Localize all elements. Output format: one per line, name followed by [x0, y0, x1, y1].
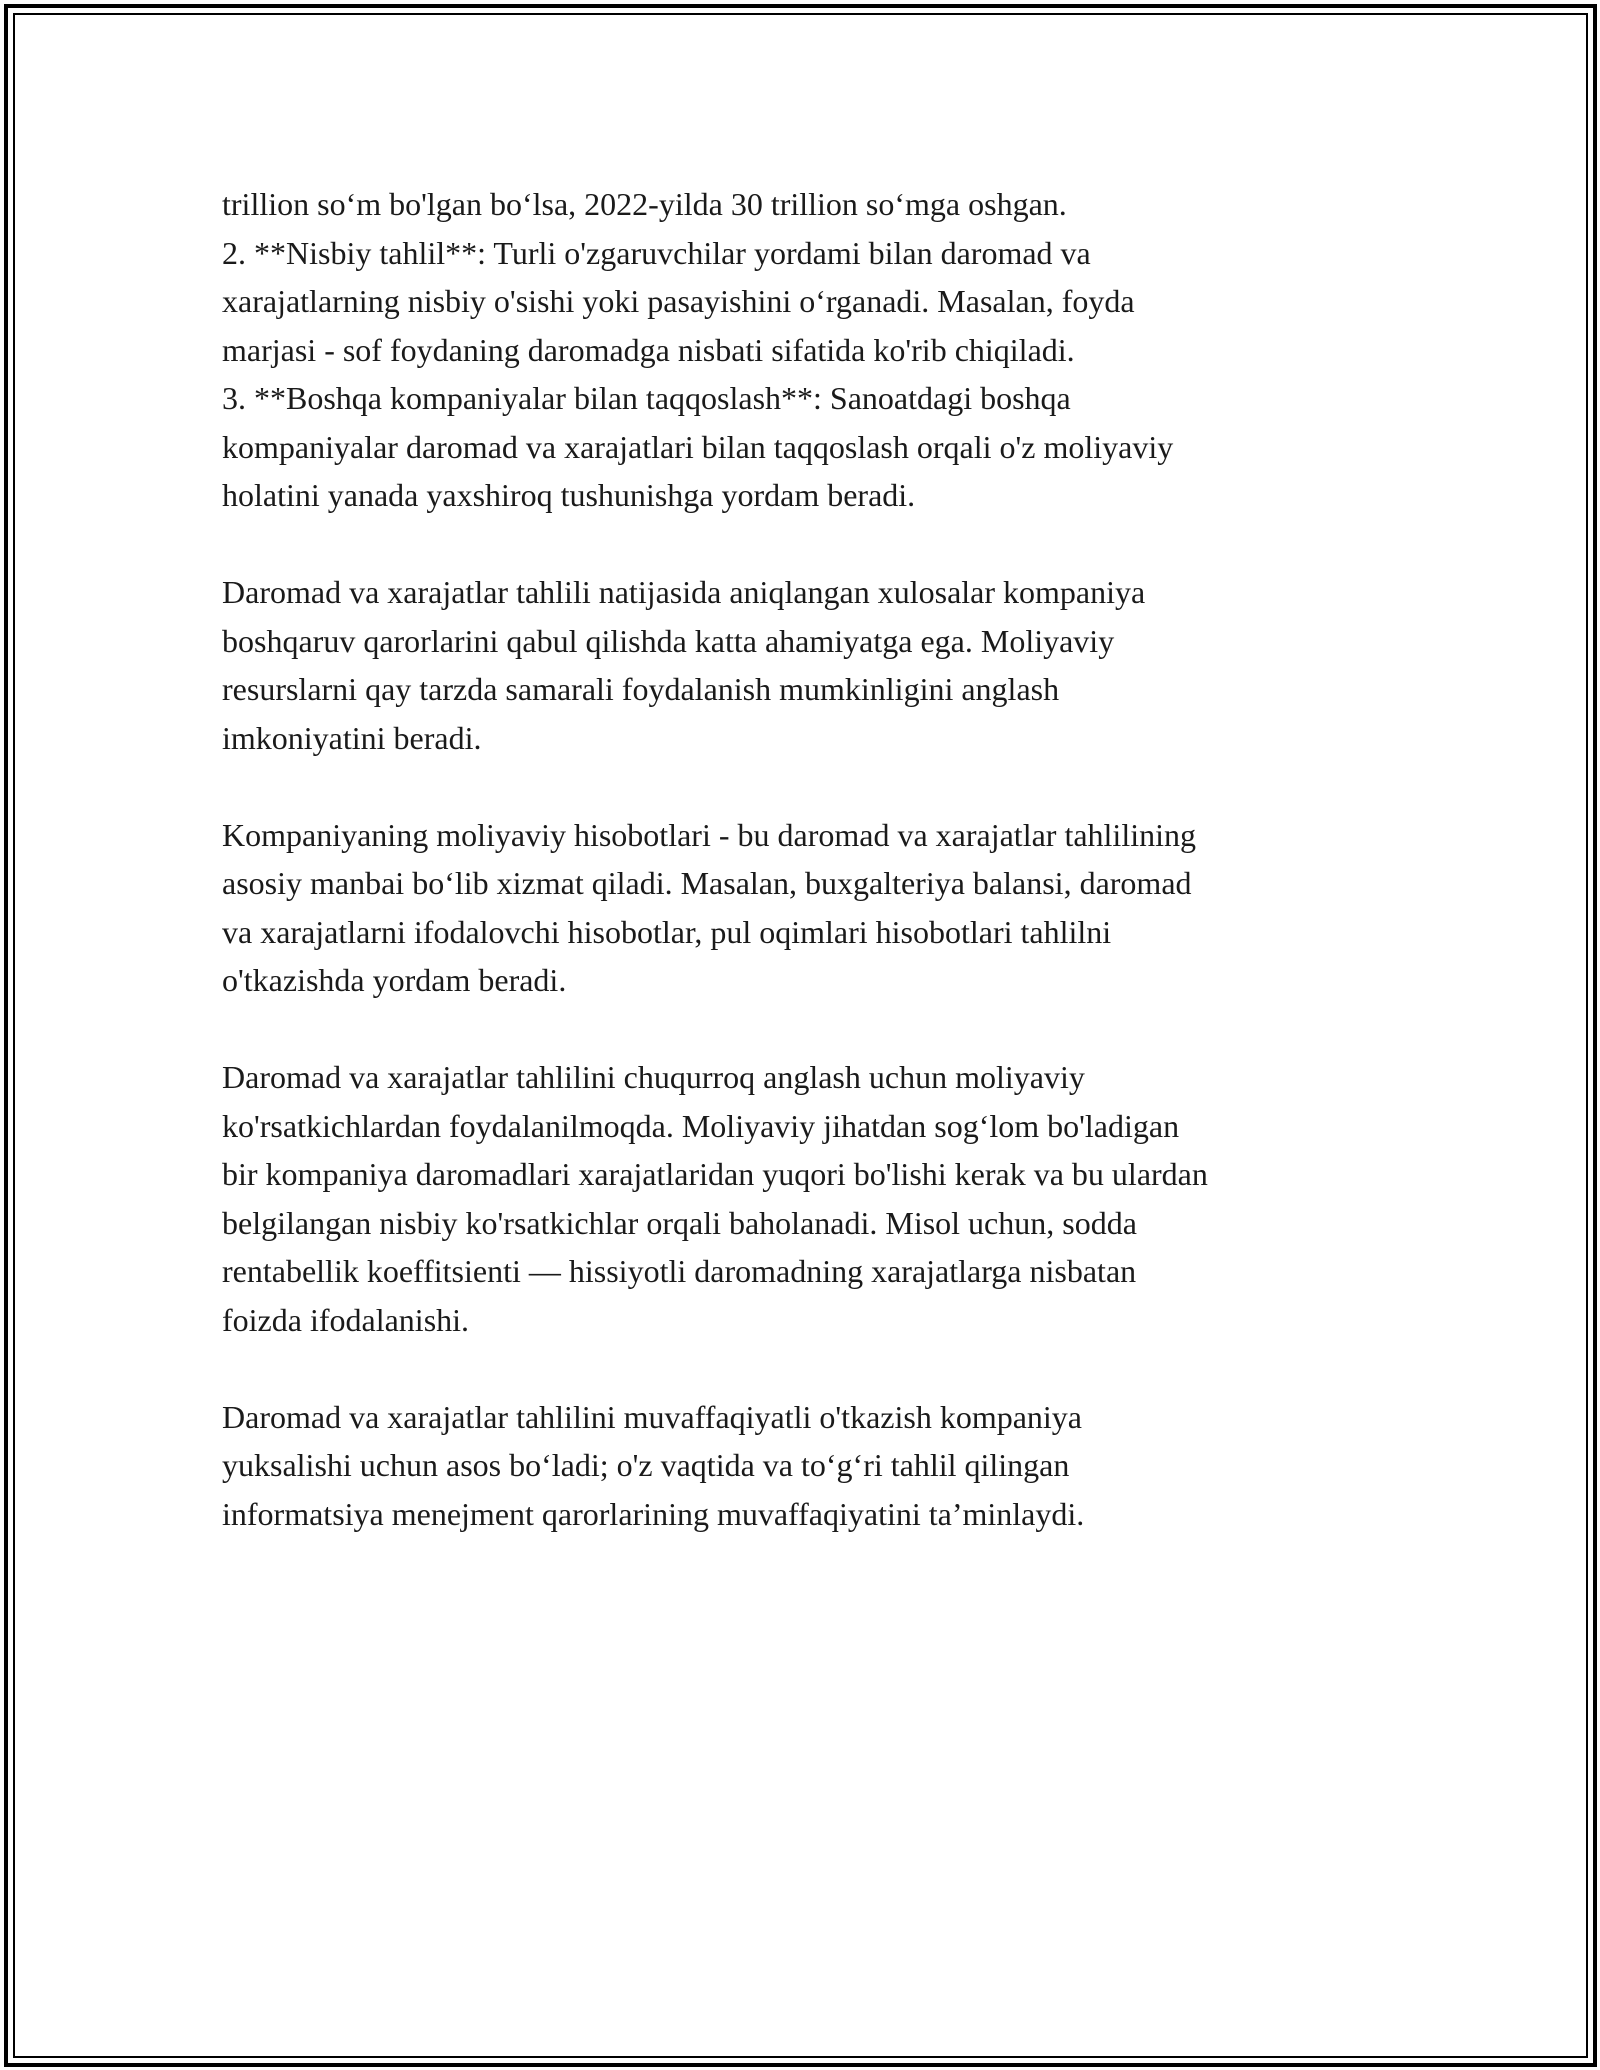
text-line: o'tkazishda yordam beradi.	[222, 962, 567, 998]
text-line: boshqaruv qarorlarini qabul qilishda katta ahamiyatga ega. Moliyaviy	[222, 622, 1115, 659]
paragraph-4	[222, 1053, 1372, 1344]
paragraph-1	[222, 180, 1372, 520]
text-line: va xarajatlarni ifodalovchi hisobotlar, pul oqimlari hisobotlari tahlilni	[222, 913, 1112, 950]
paragraph-gap	[222, 762, 1372, 811]
paragraph-gap	[222, 520, 1372, 569]
text-line: Kompaniyaning moliyaviy hisobotlari - bu daromad va xarajatlar tahlilining	[222, 816, 1196, 853]
text-line: 2. **Nisbiy tahlil**: Turli o'zgaruvchilar yordami bilan daromad va	[222, 234, 1091, 271]
text-line: yuksalishi uchun asos bo‘ladi; o'z vaqtida va to‘g‘ri tahlil qilingan	[222, 1447, 1070, 1483]
paragraph-3	[222, 811, 1372, 1005]
paragraph-gap	[222, 1344, 1372, 1393]
document-body	[222, 180, 1372, 1538]
text-line: asosiy manbai bo‘lib xizmat qiladi. Masalan, buxgalteriya balansi, daromad	[222, 865, 1192, 901]
text-line: trillion so‘m bo'lgan bo‘lsa, 2022-yilda 30 trillion so‘mga oshgan.	[222, 186, 1067, 222]
paragraph-gap	[222, 1005, 1372, 1054]
paragraph-5	[222, 1393, 1372, 1539]
text-line: Daromad va xarajatlar tahlilini muvaffaqiyatli o'tkazish kompaniya	[222, 1398, 1082, 1435]
text-line: xarajatlarning nisbiy o'sishi yoki pasayishini o‘rganadi. Masalan, foyda	[222, 283, 1135, 319]
text-line: Daromad va xarajatlar tahlilini chuqurroq anglash uchun moliyaviy	[222, 1059, 1085, 1095]
text-line: holatini yanada yaxshiroq tushunishga yordam beradi.	[222, 477, 916, 513]
text-line: marjasi - sof foydaning daromadga nisbati sifatida ko'rib chiqiladi.	[222, 331, 1075, 368]
text-line: Daromad va xarajatlar tahlili natijasida aniqlangan xulosalar kompaniya	[222, 574, 1146, 610]
text-line: bir kompaniya daromadlari xarajatlaridan yuqori bo'lishi kerak va bu ulardan	[222, 1156, 1208, 1192]
text-line: rentabellik koeffitsienti — hissiyotli daromadning xarajatlarga nisbatan	[222, 1253, 1137, 1289]
text-line: foizda ifodalanishi.	[222, 1301, 470, 1338]
text-line: kompaniyalar daromad va xarajatlari bilan taqqoslash orqali o'z moliyaviy	[222, 428, 1174, 465]
text-line: imkoniyatini beradi.	[222, 719, 482, 756]
text-line: informatsiya menejment qarorlarining muvaffaqiyatini ta’minlaydi.	[222, 1495, 1085, 1532]
text-line: resurslarni qay tarzda samarali foydalanish mumkinligini anglash	[222, 671, 1060, 707]
text-line: 3. **Boshqa kompaniyalar bilan taqqoslash**: Sanoatdagi boshqa	[222, 380, 1071, 416]
text-line: belgilangan nisbiy ko'rsatkichlar orqali baholanadi. Misol uchun, sodda	[222, 1204, 1137, 1241]
paragraph-2	[222, 568, 1372, 762]
text-line: ko'rsatkichlardan foydalanilmoqda. Moliyaviy jihatdan sog‘lom bo'ladigan	[222, 1107, 1180, 1144]
